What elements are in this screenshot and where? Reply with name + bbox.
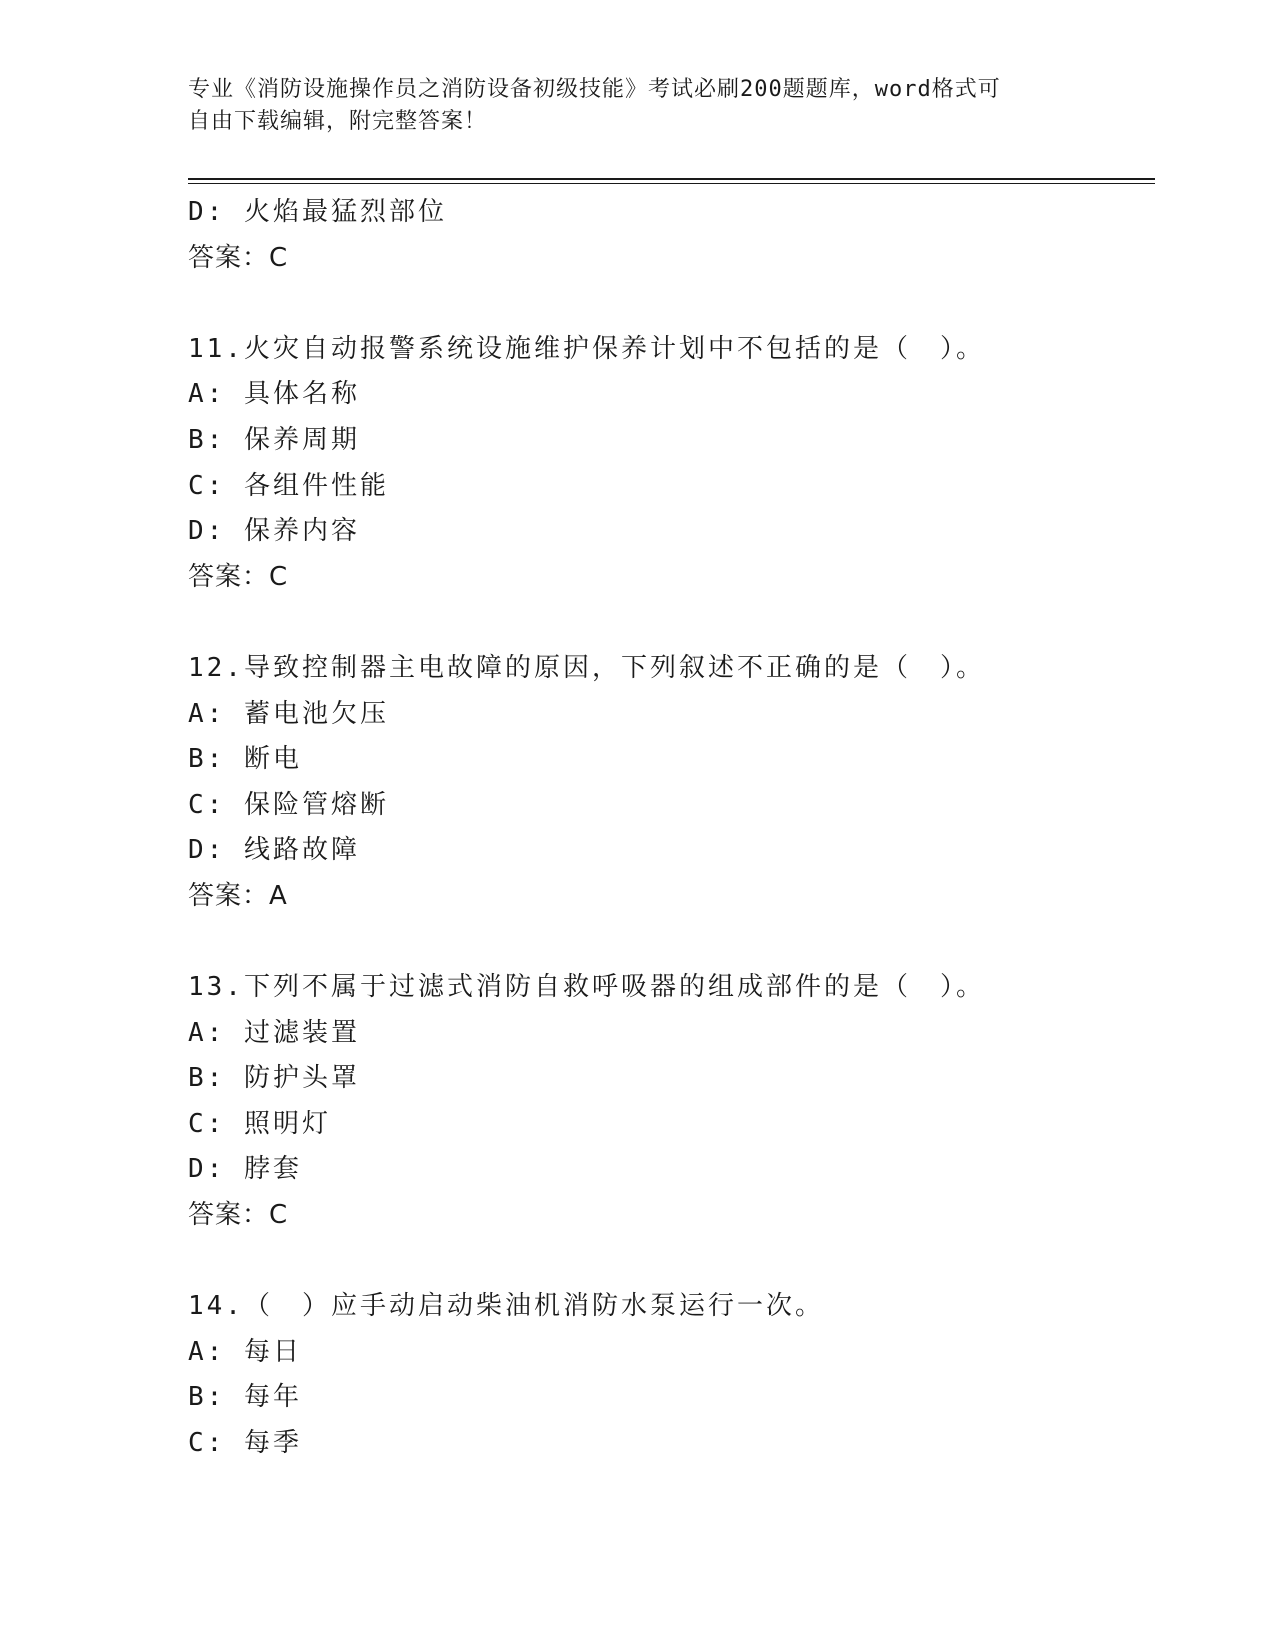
header-line-1: 专业《消防设施操作员之消防设备初级技能》考试必刷200题题库，word格式可: [188, 77, 1001, 102]
carryover-option-d: D: 火焰最猛烈部位: [188, 197, 447, 227]
header-divider-thin: [188, 183, 1155, 184]
question-stem: 14.（ ）应手动启动柴油机消防水泵运行一次。: [188, 1291, 824, 1322]
question-block-13: [188, 965, 1148, 1239]
answer-line: 答案：A: [188, 880, 288, 911]
answer-line: 答案：C: [188, 1200, 289, 1231]
option-b: B: 断电: [188, 744, 302, 775]
option-d: D: 线路故障: [188, 835, 360, 866]
option-b: B: 防护头罩: [188, 1063, 360, 1094]
carryover-answer: 答案：C: [188, 242, 289, 273]
spacer: [188, 1239, 1148, 1285]
header-divider-thick: [188, 178, 1155, 180]
header-line-2: 自由下载编辑，附完整答案！: [188, 109, 488, 134]
question-block-11: [188, 327, 1148, 601]
spacer: [188, 281, 1148, 327]
question-stem: 11.火灾自动报警系统设施维护保养计划中不包括的是（ ）。: [188, 333, 985, 364]
question-stem: 13.下列不属于过滤式消防自救呼吸器的组成部件的是（ ）。: [188, 972, 985, 1003]
question-block-12: [188, 646, 1148, 920]
question-block-14: [188, 1284, 1148, 1466]
question-content: [188, 190, 1148, 1467]
spacer: [188, 600, 1148, 646]
option-a: A: 蓄电池欠压: [188, 698, 389, 729]
document-header: [188, 74, 1068, 138]
spacer: [188, 920, 1148, 966]
answer-line: 答案：C: [188, 561, 289, 592]
option-a: A: 每日: [188, 1336, 302, 1367]
option-d: D: 保养内容: [188, 516, 360, 547]
option-c: C: 保险管熔断: [188, 789, 389, 820]
option-a: A: 过滤装置: [188, 1017, 360, 1048]
option-c: C: 照明灯: [188, 1108, 331, 1139]
option-b: B: 保养周期: [188, 424, 360, 455]
option-c: C: 每季: [188, 1428, 302, 1459]
option-b: B: 每年: [188, 1382, 302, 1413]
question-stem: 12.导致控制器主电故障的原因，下列叙述不正确的是（ ）。: [188, 652, 985, 683]
option-a: A: 具体名称: [188, 379, 360, 410]
option-d: D: 脖套: [188, 1154, 302, 1185]
option-c: C: 各组件性能: [188, 470, 389, 501]
